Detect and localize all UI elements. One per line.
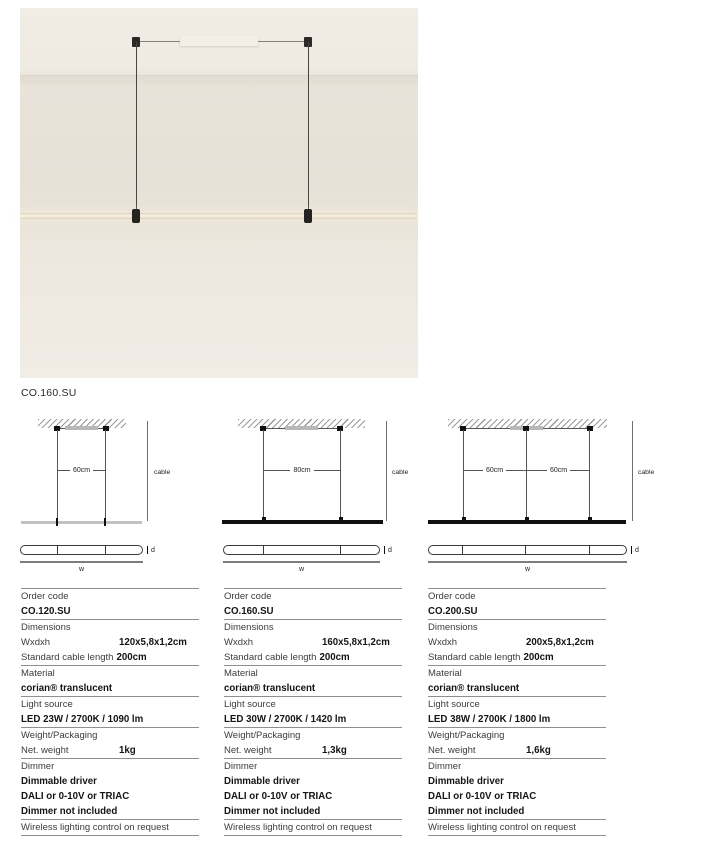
net-weight-value: 1,6kg xyxy=(526,745,551,756)
dimmer-note: Dimmer not included xyxy=(224,806,321,817)
cable-reference-line xyxy=(632,421,633,521)
width-line xyxy=(428,561,627,563)
product-photo xyxy=(20,8,418,378)
lamp-bar-side-view xyxy=(222,520,383,524)
dimmer-note: Dimmer not included xyxy=(21,806,118,817)
material-label: Material xyxy=(428,668,462,679)
illuminated-bar xyxy=(20,213,418,219)
canopy xyxy=(65,426,98,430)
pill-tick xyxy=(525,546,526,554)
net-weight-row xyxy=(21,743,199,758)
order-code-value: CO.200.SU xyxy=(428,606,478,617)
net-weight-value: 1,3kg xyxy=(322,745,347,756)
wxdxh-row xyxy=(21,635,199,650)
light-source-value: LED 23W / 2700K / 1090 lm xyxy=(21,714,144,725)
cable-length-label: Standard cable length xyxy=(224,652,317,663)
dimmer-label: Dimmer xyxy=(21,761,55,772)
order-code-value: CO.120.SU xyxy=(21,606,71,617)
wireless-note: Wireless lighting control on request xyxy=(428,822,576,833)
dimmer-label: Dimmer xyxy=(224,761,258,772)
depth-label: d xyxy=(151,547,155,554)
material-label: Material xyxy=(224,668,258,679)
lamp-bar-side-view xyxy=(21,521,142,524)
ceiling-shadow xyxy=(20,76,418,88)
pill-tick xyxy=(589,546,590,554)
cable-line-left xyxy=(57,430,58,521)
clip-icon xyxy=(587,426,593,431)
dimmer-type: DALI or 0-10V or TRIAC xyxy=(21,791,130,802)
light-source-label: Light source xyxy=(21,699,73,710)
canopy xyxy=(285,426,318,430)
cable-line-right xyxy=(105,430,106,521)
material-label: Material xyxy=(21,668,55,679)
dimmer-driver: Dimmable driver xyxy=(224,776,300,787)
weight-label: Weight/Packaging xyxy=(21,730,98,741)
light-source-value: LED 38W / 2700K / 1800 lm xyxy=(428,714,551,725)
clip-icon xyxy=(103,426,109,431)
lamp-bar-top-view xyxy=(223,545,380,555)
cable-length-row xyxy=(428,650,606,665)
width-line xyxy=(223,561,380,563)
pill-tick xyxy=(340,546,341,554)
order-code-value: CO.160.SU xyxy=(224,606,274,617)
width-label: w xyxy=(524,566,531,573)
net-weight-label: Net. weight xyxy=(428,745,476,756)
lamp-bar-top-view xyxy=(428,545,627,555)
net-weight-row xyxy=(428,743,606,758)
dimmer-label: Dimmer xyxy=(428,761,462,772)
wireless-note: Wireless lighting control on request xyxy=(21,822,169,833)
wxdxh-label: Wxdxh xyxy=(224,637,254,648)
span-dimension-label: 60cm xyxy=(72,467,91,474)
dimmer-driver: Dimmable driver xyxy=(21,776,97,787)
light-source-label: Light source xyxy=(224,699,276,710)
dimmer-type: DALI or 0-10V or TRIAC xyxy=(428,791,537,802)
spec-table-co120 xyxy=(21,588,199,836)
pill-tick xyxy=(57,546,58,554)
cable-length-row xyxy=(224,650,402,665)
dimensions-label: Dimensions xyxy=(224,622,274,633)
wxdxh-label: Wxdxh xyxy=(21,637,51,648)
weight-label: Weight/Packaging xyxy=(428,730,505,741)
cable-length-label: Standard cable length xyxy=(21,652,114,663)
span-dimension-label: 60cm xyxy=(485,467,504,474)
divider xyxy=(224,835,402,836)
net-weight-value: 1kg xyxy=(119,745,136,756)
pill-tick xyxy=(462,546,463,554)
lamp-bar-side-view xyxy=(428,520,626,524)
width-label: w xyxy=(78,566,85,573)
diagram-co160 xyxy=(220,415,415,580)
cable-length-label: Standard cable length xyxy=(428,652,521,663)
wxdxh-value: 200x5,8x1,2cm xyxy=(526,637,594,648)
ceiling-canopy xyxy=(180,36,258,46)
divider xyxy=(428,835,606,836)
cable-length-value: 200cm xyxy=(319,652,350,663)
cable-line-left xyxy=(463,430,464,521)
cable-line-right xyxy=(340,430,341,521)
depth-tick xyxy=(147,546,148,554)
dimensions-label: Dimensions xyxy=(21,622,71,633)
span-dimension xyxy=(463,467,526,474)
cable-reference-line xyxy=(147,421,148,521)
bar-connector-right xyxy=(304,209,312,223)
cable-length-value: 200cm xyxy=(116,652,147,663)
wxdxh-row xyxy=(224,635,402,650)
dimmer-type: DALI or 0-10V or TRIAC xyxy=(224,791,333,802)
order-code-label: Order code xyxy=(224,591,272,602)
light-source-value: LED 30W / 2700K / 1420 lm xyxy=(224,714,347,725)
cable-line-center xyxy=(526,430,527,521)
bar-tick xyxy=(56,518,58,526)
wxdxh-value: 120x5,8x1,2cm xyxy=(119,637,187,648)
net-weight-row xyxy=(224,743,402,758)
cable-label: cable xyxy=(392,469,409,476)
feed-wire-left xyxy=(140,41,180,42)
suspension-cable-right xyxy=(308,42,309,214)
cable-reference-line xyxy=(386,421,387,521)
cable-label: cable xyxy=(638,469,655,476)
wxdxh-value: 160x5,8x1,2cm xyxy=(322,637,390,648)
net-weight-label: Net. weight xyxy=(21,745,69,756)
bar-connector-left xyxy=(132,209,140,223)
dimmer-driver: Dimmable driver xyxy=(428,776,504,787)
photo-caption: CO.160.SU xyxy=(21,387,77,399)
lamp-bar-top-view xyxy=(20,545,143,555)
depth-label: d xyxy=(388,547,392,554)
divider xyxy=(21,835,199,836)
depth-label: d xyxy=(635,547,639,554)
order-code-label: Order code xyxy=(428,591,476,602)
cable-label: cable xyxy=(154,469,171,476)
feed-wire-right xyxy=(258,41,304,42)
weight-label: Weight/Packaging xyxy=(224,730,301,741)
bar-tick xyxy=(104,518,106,526)
width-line xyxy=(20,561,143,563)
cable-length-value: 200cm xyxy=(523,652,554,663)
suspension-cable-left xyxy=(136,42,137,214)
depth-tick xyxy=(631,546,632,554)
span-dimension-label: 80cm xyxy=(293,467,311,474)
material-value: corian® translucent xyxy=(224,683,316,694)
material-value: corian® translucent xyxy=(21,683,113,694)
wireless-note: Wireless lighting control on request xyxy=(224,822,372,833)
spec-table-co200 xyxy=(428,588,606,836)
dimmer-note: Dimmer not included xyxy=(428,806,525,817)
material-value: corian® translucent xyxy=(428,683,520,694)
cable-line-right xyxy=(589,430,590,521)
width-label: w xyxy=(298,566,305,573)
dimensions-label: Dimensions xyxy=(428,622,478,633)
order-code-label: Order code xyxy=(21,591,69,602)
pill-tick xyxy=(263,546,264,554)
net-weight-label: Net. weight xyxy=(224,745,272,756)
spec-table-co160 xyxy=(224,588,402,836)
pill-tick xyxy=(105,546,106,554)
wxdxh-label: Wxdxh xyxy=(428,637,458,648)
span-dimension xyxy=(57,467,106,474)
depth-tick xyxy=(384,546,385,554)
span-dimension xyxy=(527,467,590,474)
cable-length-row xyxy=(21,650,199,665)
wxdxh-row xyxy=(428,635,606,650)
diagram-co200 xyxy=(425,415,665,580)
light-source-label: Light source xyxy=(428,699,480,710)
cable-line-left xyxy=(263,430,264,521)
span-dimension xyxy=(263,467,341,474)
diagram-co120 xyxy=(15,415,205,580)
span-dimension-label: 60cm xyxy=(549,467,568,474)
